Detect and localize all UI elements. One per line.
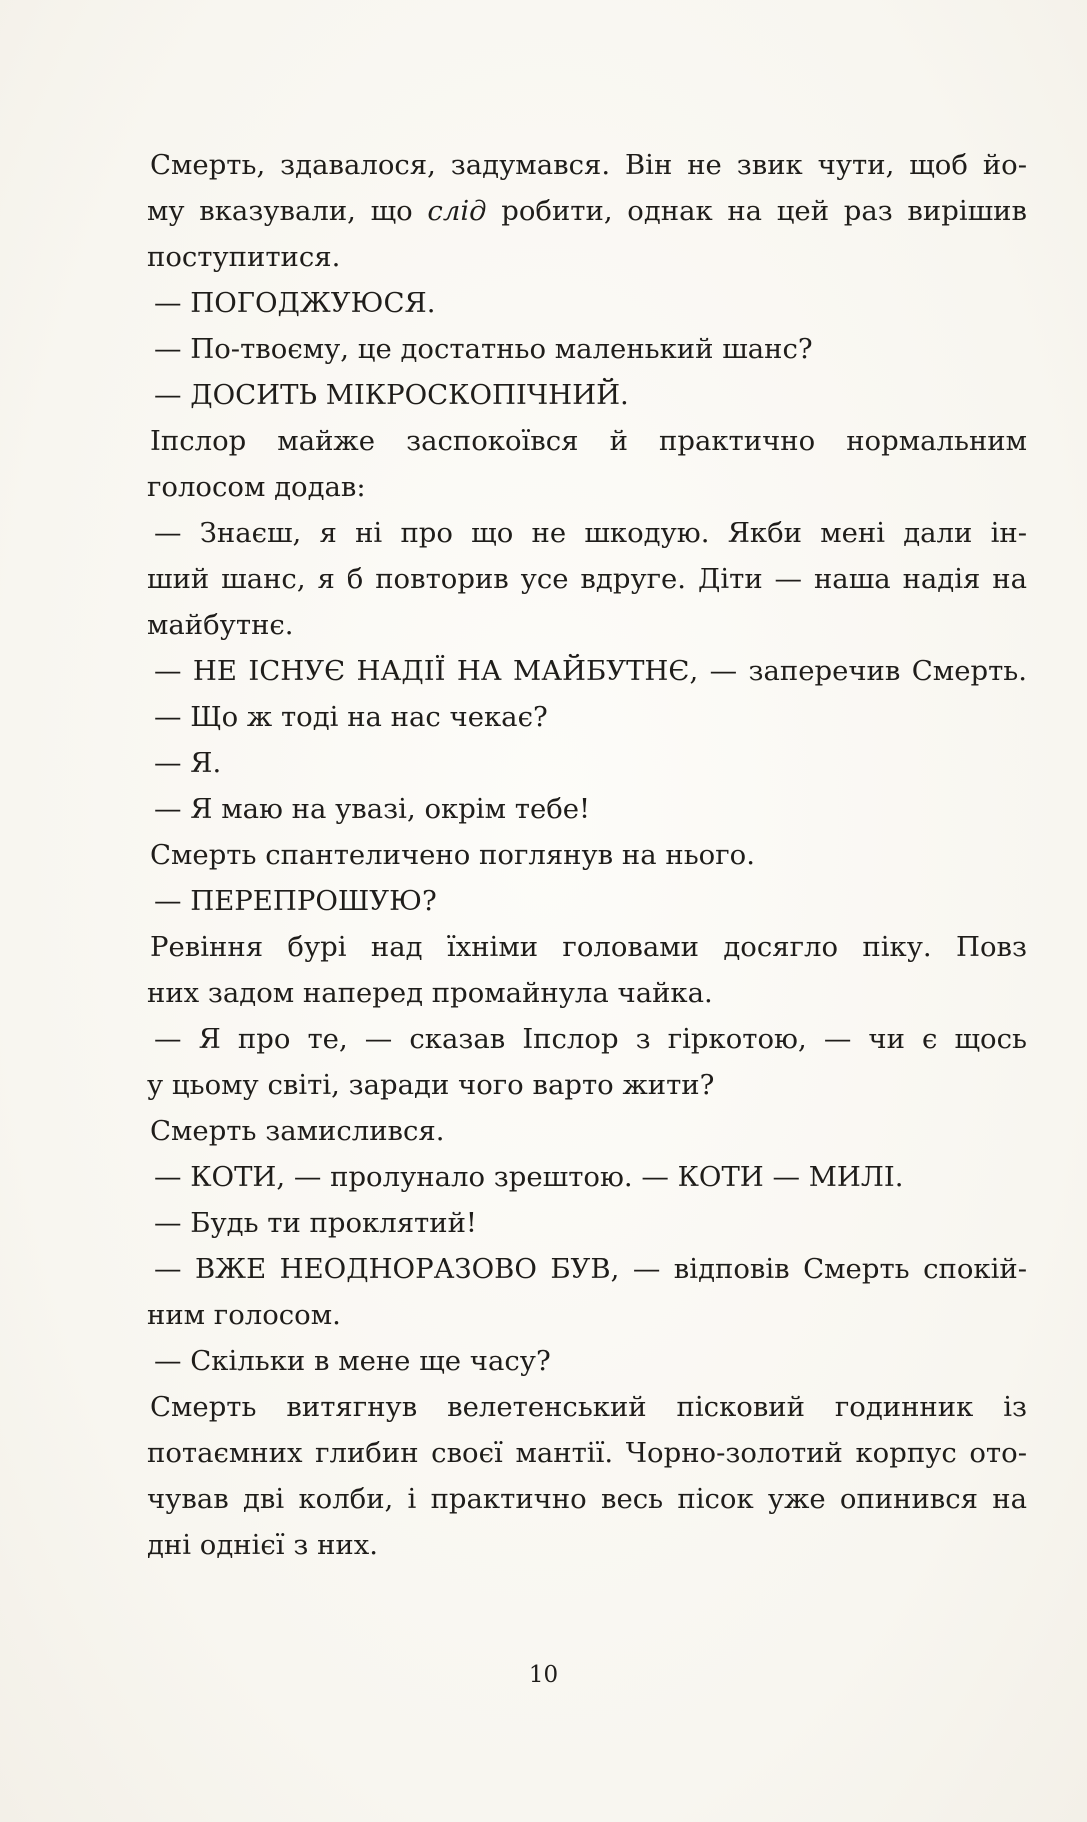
text-fragment: робити, однак на цей раз вирішив	[501, 195, 1027, 227]
text-line: них задом наперед промайнула чайка.	[147, 977, 713, 1009]
dialogue-line: — КОТИ, — пролунало зрештою. — КОТИ — МИЛІ.	[154, 1161, 904, 1193]
text-line: чував дві колби, і практично весь пісок уже опинився на	[147, 1483, 1027, 1515]
emphasis-word: слід	[427, 195, 487, 227]
text-line: ним голосом.	[147, 1299, 341, 1331]
dialogue-line: — ДОСИТЬ МІКРОСКОПІЧНИЙ.	[154, 379, 629, 411]
dialogue-line: — Скільки в мене ще часу?	[154, 1345, 551, 1377]
text-line: Ревіння бурі над їхніми головами досягло піку. Повз	[150, 931, 1027, 963]
dialogue-line: — Будь ти проклятий!	[154, 1207, 477, 1239]
text-line: голосом додав:	[147, 471, 366, 503]
text-line: ший шанс, я б повторив усе вдруге. Діти — наша надія на	[147, 563, 1027, 595]
dialogue-line: — Я.	[154, 747, 222, 779]
dialogue-line: — Знаєш, я ні про що не шкодую. Якби мені дали ін-	[154, 517, 1027, 549]
dialogue-line: — Що ж тоді на нас чекає?	[154, 701, 548, 733]
text-line: Смерть замислився.	[150, 1115, 445, 1147]
text-line: майбутнє.	[147, 609, 294, 641]
dialogue-line: — Я маю на увазі, окрім тебе!	[154, 793, 591, 825]
dialogue-line: — ПЕРЕПРОШУЮ?	[154, 885, 437, 917]
page-number: 10	[528, 1662, 559, 1688]
text-line: потаємних глибин своєї мантії. Чорно-золотий корпус ото-	[147, 1437, 1027, 1469]
dialogue-line: — Я про те, — сказав Іпслор з гіркотою, — чи є щось	[154, 1023, 1027, 1055]
text-line: поступитися.	[147, 241, 341, 273]
text-line: у цьому світі, заради чого варто жити?	[147, 1069, 715, 1101]
text-line	[147, 188, 1027, 234]
dialogue-line: — ПОГОДЖУЮСЯ.	[154, 287, 436, 319]
dialogue-line: — ВЖЕ НЕОДНОРАЗОВО БУВ, — відповів Смерть спокій-	[154, 1253, 1027, 1285]
text-line: Смерть витягнув велетенський пісковий годинник із	[150, 1391, 1027, 1423]
text-line: Смерть, здавалося, задумався. Він не звик чути, щоб йо-	[150, 149, 1027, 181]
text-line: Іпслор майже заспокоївся й практично нормальним	[150, 425, 1027, 457]
dialogue-line: — НЕ ІСНУЄ НАДІЇ НА МАЙБУТНЄ, — заперечив Смерть.	[154, 655, 1027, 687]
text-line: Смерть спантеличено поглянув на нього.	[150, 839, 755, 871]
text-fragment: му вказували, що	[147, 195, 413, 227]
dialogue-line: — По-твоєму, це достатньо маленький шанс?	[154, 333, 813, 365]
text-line: дні однієї з них.	[147, 1529, 378, 1561]
